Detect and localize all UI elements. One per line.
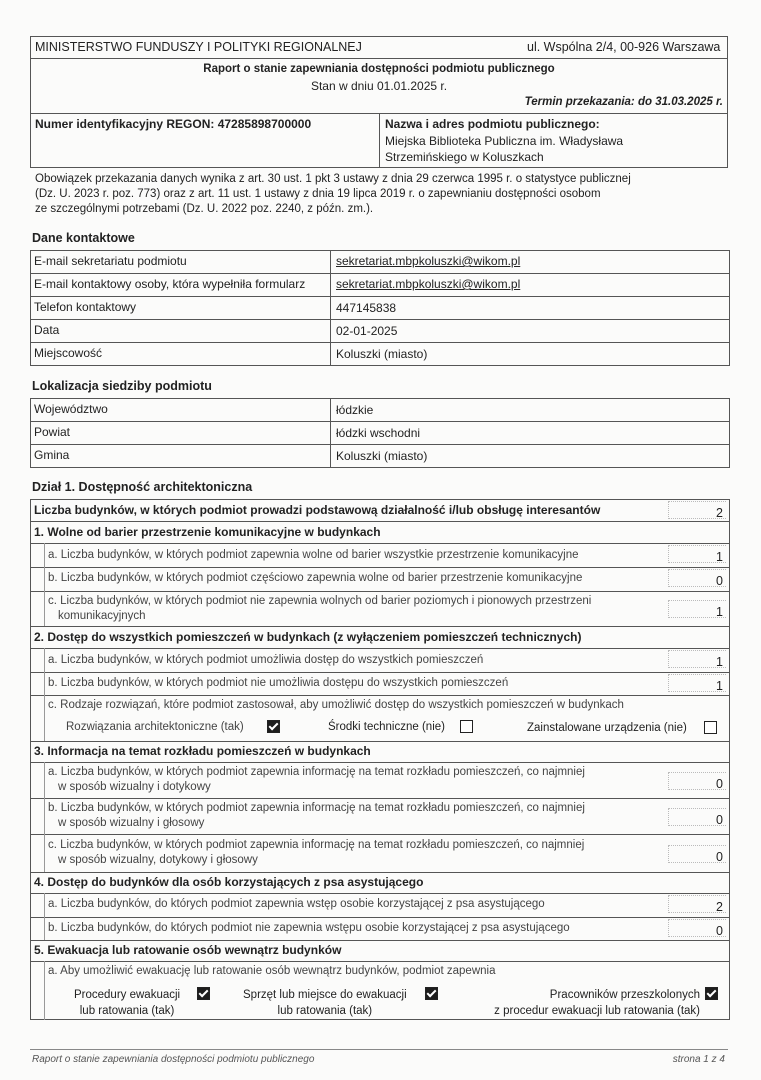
location-section-title: Lokalizacja siedziby podmiotu <box>32 379 212 393</box>
entity-name-line1: Miejska Biblioteka Publiczna im. Władysława <box>385 134 624 148</box>
s3-c-line1: c. Liczba budynków, w których podmiot zapewnia informację na temat rozkładu pomieszczeń, co najmniej <box>48 839 585 851</box>
s2-opt-technical-label: Środki techniczne (nie) <box>328 721 445 733</box>
s3-c-value: 0 <box>668 845 726 863</box>
s4-b-label: b. Liczba budynków, do których podmiot nie zapewnia wstępu osobie korzystającej z psa asystującego <box>48 922 570 934</box>
s1-a-value: 1 <box>668 545 726 563</box>
buildings-total-label: Liczba budynków, w których podmiot prowadzi podstawową działalność i/lub obsługę interesantów <box>34 503 601 517</box>
contact-label: Telefon kontaktowy <box>34 300 137 314</box>
s2-c-label: c. Rodzaje rozwiązań, które podmiot zastosował, aby umożliwić dostęp do wszystkich pomieszczeń w budynkach <box>48 699 624 711</box>
s5-opt-procedures-label <box>74 987 180 1019</box>
s3-a-value: 0 <box>668 772 726 790</box>
s1-c-line2: komunikacyjnych <box>58 610 146 622</box>
buildings-total-value: 2 <box>668 501 726 519</box>
entity-label: Nazwa i adres podmiotu publicznego: <box>385 117 600 131</box>
s5-opt-staff-line2: z procedur ewakuacji lub ratowania (tak) <box>494 1005 700 1017</box>
city-value: Koluszki (miasto) <box>336 347 428 361</box>
location-label: Województwo <box>34 402 108 416</box>
s1-b-value: 0 <box>668 569 726 587</box>
date-value: 02-01-2025 <box>336 324 398 338</box>
page-number: strona 1 z 4 <box>672 1054 725 1065</box>
email-contact-value[interactable]: sekretariat.mbpkoluszki@wikom.pl <box>336 277 521 291</box>
s3-b-value: 0 <box>668 808 726 826</box>
report-title: Raport o stanie zapewniania dostępności podmiotu publicznego <box>203 63 555 75</box>
deadline: Termin przekazania: do 31.03.2025 r. <box>524 96 723 108</box>
s5-opt-procedures-line1: Procedury ewakuacji <box>74 989 181 1001</box>
email-secretariat-value[interactable]: sekretariat.mbpkoluszki@wikom.pl <box>336 254 521 268</box>
obligation-line: (Dz. U. 2023 r. poz. 773) oraz z art. 11 ust. 1 ustawy z dnia 19 lipca 2019 r. o zapewnianiu dostępności osobom <box>35 188 601 200</box>
s3-c-label <box>48 838 584 868</box>
subsection3-title: 3. Informacja na temat rozkładu pomieszczeń w budynkach <box>34 744 371 758</box>
s2-a-value: 1 <box>668 650 726 668</box>
section1-title: Dział 1. Dostępność architektoniczna <box>32 480 253 494</box>
s5-opt-procedures-line2: lub ratowania (tak) <box>79 1005 175 1017</box>
contact-section-title: Dane kontaktowe <box>32 231 135 245</box>
s5-a-label: a. Aby umożliwić ewakuację lub ratowanie osób wewnątrz budynków, podmiot zapewnia <box>48 965 496 977</box>
s2-opt-architectural-checkbox[interactable] <box>267 720 280 733</box>
contact-label: Data <box>34 323 60 337</box>
s3-a-label <box>48 765 585 795</box>
status-date: Stan w dniu 01.01.2025 r. <box>310 79 448 93</box>
location-label: Gmina <box>34 448 70 462</box>
subsection2-title: 2. Dostęp do wszystkich pomieszczeń w budynkach (z wyłączeniem pomieszczeń technicznych) <box>34 630 582 644</box>
s1-c-value: 1 <box>668 600 726 618</box>
contact-label: E-mail sekretariatu podmiotu <box>34 254 187 268</box>
phone-value: 447145838 <box>336 301 397 315</box>
s3-c-line2: w sposób wizualny, dotykowy i głosowy <box>58 854 258 866</box>
s5-opt-equipment-line1: Sprzęt lub miejsce do ewakuacji <box>243 989 407 1001</box>
s5-opt-staff-line1: Pracowników przeszkolonych <box>549 989 700 1001</box>
voivodeship-value: łódzkie <box>336 403 374 417</box>
obligation-text <box>35 172 631 217</box>
s2-a-label: a. Liczba budynków, w których podmiot umożliwia dostęp do wszystkich pomieszczeń <box>48 654 484 666</box>
ministry-address: ul. Wspólna 2/4, 00-926 Warszawa <box>527 40 721 54</box>
contact-label: E-mail kontaktowy osoby, która wypełniła formularz <box>34 277 306 291</box>
s5-opt-equipment-label <box>243 987 407 1019</box>
regon: Numer identyfikacyjny REGON: 47285898700000 <box>35 117 312 131</box>
obligation-line: ze szczególnymi potrzebami (Dz. U. 2022 poz. 2240, z późn. zm.). <box>35 203 374 215</box>
s3-b-label <box>48 801 585 831</box>
ministry-name: MINISTERSTWO FUNDUSZY I POLITYKI REGIONALNEJ <box>35 40 362 54</box>
subsection5-title: 5. Ewakuacja lub ratowanie osób wewnątrz budynków <box>34 943 342 957</box>
location-label: Powiat <box>34 425 71 439</box>
obligation-line: Obowiązek przekazania danych wynika z art. 30 ust. 1 pkt 3 ustawy z dnia 29 czerwca 1995 r. o statystyce publicznej <box>35 173 631 185</box>
subsection1-title: 1. Wolne od barier przestrzenie komunikacyjne w budynkach <box>34 525 381 539</box>
s5-opt-procedures-checkbox[interactable] <box>197 987 210 1000</box>
s2-b-label: b. Liczba budynków, w których podmiot nie umożliwia dostępu do wszystkich pomieszczeń <box>48 677 509 689</box>
s3-b-line2: w sposób wizualny i głosowy <box>58 817 205 829</box>
s3-b-line1: b. Liczba budynków, w których podmiot zapewnia informację na temat rozkładu pomieszczeń, co najmniej <box>48 802 585 814</box>
subsection4-title: 4. Dostęp do budynków dla osób korzystających z psa asystującego <box>34 875 424 889</box>
county-value: łódzki wschodni <box>336 426 421 440</box>
s3-a-line2: w sposób wizualny i dotykowy <box>58 781 211 793</box>
s4-a-label: a. Liczba budynków, do których podmiot zapewnia wstęp osobie korzystającej z psa asystującego <box>48 898 545 910</box>
s4-a-value: 2 <box>668 895 726 913</box>
commune-value: Koluszki (miasto) <box>336 449 428 463</box>
s1-c-label <box>48 594 591 624</box>
s5-opt-staff-label <box>472 987 700 1019</box>
footer-title: Raport o stanie zapewniania dostępności podmiotu publicznego <box>32 1054 315 1065</box>
s2-opt-devices-label: Zainstalowane urządzenia (nie) <box>527 722 687 734</box>
s4-b-value: 0 <box>668 919 726 937</box>
s2-opt-technical-checkbox[interactable] <box>460 720 473 733</box>
s1-a-label: a. Liczba budynków, w których podmiot zapewnia wolne od barier wszystkie przestrzenie komunikacyjne <box>48 549 579 561</box>
s3-a-line1: a. Liczba budynków, w których podmiot zapewnia informację na temat rozkładu pomieszczeń, co najmniej <box>48 766 585 778</box>
s5-opt-staff-checkbox[interactable] <box>705 987 718 1000</box>
contact-label: Miejscowość <box>34 346 103 360</box>
s2-opt-architectural-label: Rozwiązania architektoniczne (tak) <box>66 721 244 733</box>
s1-b-label: b. Liczba budynków, w których podmiot częściowo zapewnia wolne od barier przestrzenie komunikacyjne <box>48 572 583 584</box>
s5-opt-equipment-checkbox[interactable] <box>425 987 438 1000</box>
s2-b-value: 1 <box>668 674 726 692</box>
s2-opt-devices-checkbox[interactable] <box>704 721 717 734</box>
entity-name-line2: Strzemińskiego w Koluszkach <box>385 150 544 164</box>
s1-c-line1: c. Liczba budynków, w których podmiot nie zapewnia wolnych od barier poziomych i pionowych przestrzeni <box>48 595 592 607</box>
s5-opt-equipment-line2: lub ratowania (tak) <box>277 1005 373 1017</box>
